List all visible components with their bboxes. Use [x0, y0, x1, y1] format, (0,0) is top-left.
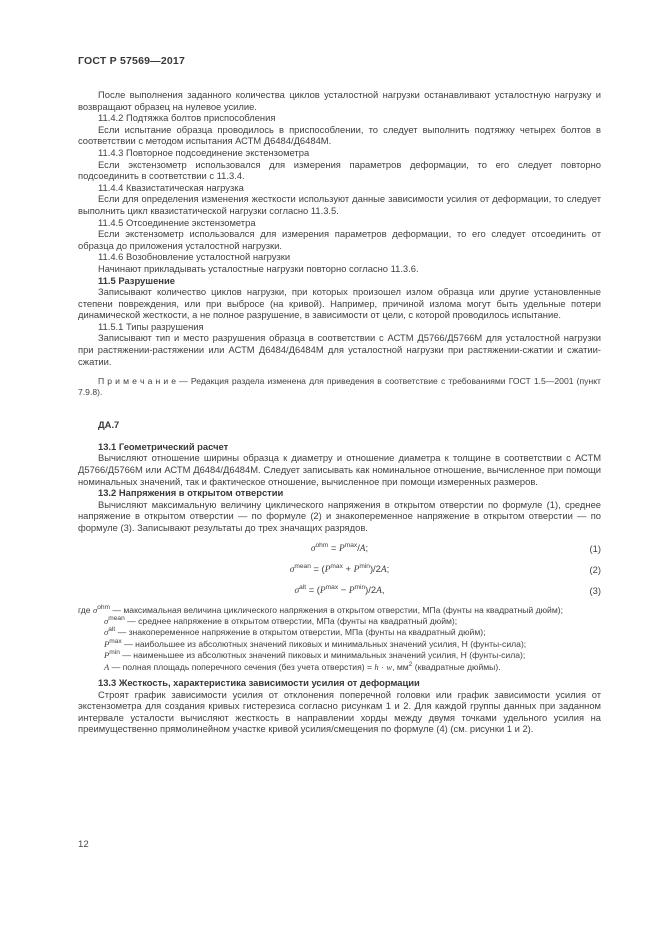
paragraph-13-1: Вычисляют отношение ширины образца к диаметру и отношение диаметра к толщине в соответствии с АСТМ Д5766/Д5766М или АСТМ Д6484/Д6484М. Следует записывать как номинальное отношение, вычисленное при помощи номинальных значений, так и фактическое отношение, вычисленное при помощи измеренных размеров.: [78, 452, 601, 487]
punctuation: ;: [365, 541, 369, 553]
force-symbol: P: [348, 585, 355, 596]
paragraph-13-3: Строят график зависимости усилия от отклонения поперечной головки или график зависимости усилия от экстензометра для создания кривых гистерезиса согласно рисункам 1 и 2. Для каждой группы данных при заданном интервале усталости вычисляют жесткость в направлении хорды между двумя точками удельного усилия на преимущественно прямолинейном участке кривой усилия/смещения по формуле (4) (см. рисунки 1 и 2).: [78, 688, 601, 735]
definition-text: — знакопеременное напряжение в открытом отверстии, МПа (фунты на квадратный дюйм);: [115, 627, 486, 638]
definition-p-max: [78, 639, 601, 650]
definition-text: — среднее напряжение в открытом отверстии, МПа (фунты на квадратный дюйм);: [124, 616, 458, 626]
formula-1: [78, 542, 601, 555]
equals-sign: = (: [306, 583, 320, 595]
equals-sign: = (: [310, 562, 325, 574]
heading-11-4-5: 11.4.5 Отсоединение экстензометра: [98, 216, 256, 228]
divide-sign: )/2: [369, 562, 381, 574]
equation-number-1: (1): [589, 542, 601, 554]
sigma-superscript: mean: [108, 615, 125, 623]
multiply-dot: ·: [378, 661, 387, 672]
note-revision: П р и м е ч а н и е — Редакция раздела изменена для приведения в соответствие с требованиями ГОСТ 1.5—2001 (пункт 7.9.8).: [78, 376, 601, 398]
sigma-superscript: mean: [294, 562, 311, 570]
paragraph-13-2: Вычисляют максимальную величину циклического напряжения в открытом отверстии по формуле (1), среднее напряжение в открытом отверстии — по формуле (2) и знакопеременное напряжение в открытом отверстии — по формуле (3). Записывают результаты до трех значащих разрядов.: [78, 498, 601, 533]
force-symbol: P: [104, 638, 110, 649]
unit-text: , мм: [392, 661, 409, 672]
heading-11-5-1: 11.5.1 Типы разрушения: [98, 320, 204, 332]
height-symbol: h: [374, 661, 379, 672]
definition-text: — наибольшее из абсолютных значений пиковых и минимальных значений усилия, Н (фунты-сила);: [121, 638, 527, 649]
paragraph-11-4-4: Если для определения изменения жесткости используют данные зависимости усилия от деформации, то следует выполнить цикл квазистатической нагрузки согласно 11.3.5.: [78, 193, 601, 216]
page-number: 12: [78, 839, 89, 850]
paragraph-11-5-1: Записывают тип и место разрушения образца в соответствии с АСТМ Д5766/Д5766М для усталостной нагрузки при растяжении-растяжении или АСТМ Д6484/Д6484М для усталостной нагрузки при растяжении-сжатии и сжатии-сжатии.: [78, 332, 601, 367]
heading-11-4-3: 11.4.3 Повторное подсоединение экстензометра: [98, 146, 310, 158]
definition-sigma-alt: [78, 627, 601, 638]
divide-sign: )/2: [365, 583, 377, 595]
force-superscript: max: [109, 637, 122, 645]
force-superscript: min: [354, 583, 366, 591]
force-superscript: max: [344, 541, 358, 549]
formula-2: [78, 563, 601, 576]
plus-sign: +: [342, 562, 354, 574]
sigma-symbol: σ: [92, 604, 98, 615]
definition-area: [78, 662, 601, 673]
sigma-symbol: σ: [104, 616, 109, 626]
area-symbol: A: [104, 661, 110, 672]
divide-sign: /: [357, 541, 360, 553]
definition-p-min: [78, 650, 601, 661]
force-symbol: P: [104, 650, 110, 661]
area-symbol: A: [376, 585, 382, 596]
definition-sigma-mean: [78, 616, 601, 627]
force-symbol: P: [319, 585, 326, 596]
force-superscript: min: [359, 562, 370, 570]
sigma-superscript: ohm: [315, 541, 329, 549]
definition-end: (квадратные дюймы).: [412, 661, 501, 672]
sigma-superscript: ohm: [97, 603, 111, 611]
heading-da-7: ДА.7: [98, 418, 120, 430]
heading-11-4-2: 11.4.2 Подтяжка болтов приспособления: [98, 112, 276, 124]
formula-block: [78, 542, 601, 597]
paragraph-11-4-3: Если экстензометр использовался для измерения параметров деформации, то его следует повторно подсоединить в соответствии с 11.3.4.: [78, 158, 601, 182]
equals-sign: =: [328, 541, 339, 553]
force-symbol: P: [324, 564, 331, 575]
force-symbol: P: [338, 543, 345, 554]
sigma-symbol: σ: [104, 627, 109, 638]
heading-13-1: 13.1 Геометрический расчет: [98, 440, 229, 452]
area-symbol: A: [359, 543, 366, 554]
punctuation: ;: [386, 562, 390, 574]
page-content: [78, 55, 601, 735]
definition-text: — максимальная величина циклического напряжения в открытом отверстии, МПа (фунты на квадратный дюйм);: [110, 604, 563, 615]
paragraph-11-5: Записывают количество циклов нагрузки, при которых произошел излом образца или другие установленные степени повреждения, или при выбросе (на кривой). Например, причиной излома могут быть удельные потери динамической жесткости, а не полное разрушение, в зависимости от цели, с которой проводилось испытание.: [78, 286, 601, 321]
heading-13-3: 13.3 Жесткость, характеристика зависимости усилия от деформации: [98, 677, 420, 689]
sigma-symbol: σ: [294, 585, 300, 596]
minus-sign: −: [338, 583, 349, 595]
definition-sigma-ohm: [78, 605, 601, 616]
equation-number-2: (2): [589, 563, 601, 575]
paragraph-11-4-6: Начинают прикладывать усталостные нагрузки повторно согласно 11.3.6.: [98, 262, 419, 274]
unit-superscript: 2: [408, 660, 413, 668]
document-title: ГОСТ Р 57569—2017: [78, 55, 186, 67]
force-symbol: P: [353, 564, 360, 575]
definition-text: — наименьшее из абсолютных значений пиковых и минимальных значений усилия, Н (фунты-сила);: [119, 650, 526, 661]
force-superscript: max: [325, 583, 339, 591]
formula-3: [78, 584, 601, 597]
force-superscript: min: [109, 649, 120, 657]
width-symbol: w: [386, 661, 393, 672]
heading-11-4-4: 11.4.4 Квазистатическая нагрузка: [98, 181, 244, 193]
symbol-definitions: [78, 605, 601, 673]
area-symbol: A: [380, 564, 387, 575]
definition-text: — полная площадь поперечного сечения (без учета отверстия) =: [109, 661, 375, 672]
sigma-superscript: alt: [299, 583, 307, 591]
equation-number-3: (3): [589, 584, 601, 596]
force-superscript: max: [330, 562, 343, 570]
paragraph-11-4-5: Если экстензометр использовался для измерения параметров деформации, то его следует отсоединить от образца до приложения усталостной нагрузки.: [78, 228, 601, 251]
sigma-superscript: alt: [108, 626, 116, 634]
paragraph-11-4-2: Если испытание образца проводилось в приспособлении, то следует выполнить подтяжку четырех болтов в соответствии с методом испытания АСТМ Д6484/Д6484М.: [78, 123, 601, 147]
heading-13-2: 13.2 Напряжения в открытом отверстии: [98, 487, 284, 499]
paragraph-fatigue-stop: После выполнения заданного количества циклов усталостной нагрузки останавливают усталостную нагрузку и возвращают образец на нулевое усилие.: [78, 89, 601, 112]
sigma-symbol: σ: [289, 564, 295, 575]
where-lead: где: [78, 604, 93, 615]
heading-11-5: 11.5 Разрушение: [98, 274, 175, 286]
sigma-symbol: σ: [310, 543, 316, 554]
heading-11-4-6: 11.4.6 Возобновление усталостной нагрузки: [98, 251, 291, 263]
punctuation: ,: [381, 583, 385, 595]
